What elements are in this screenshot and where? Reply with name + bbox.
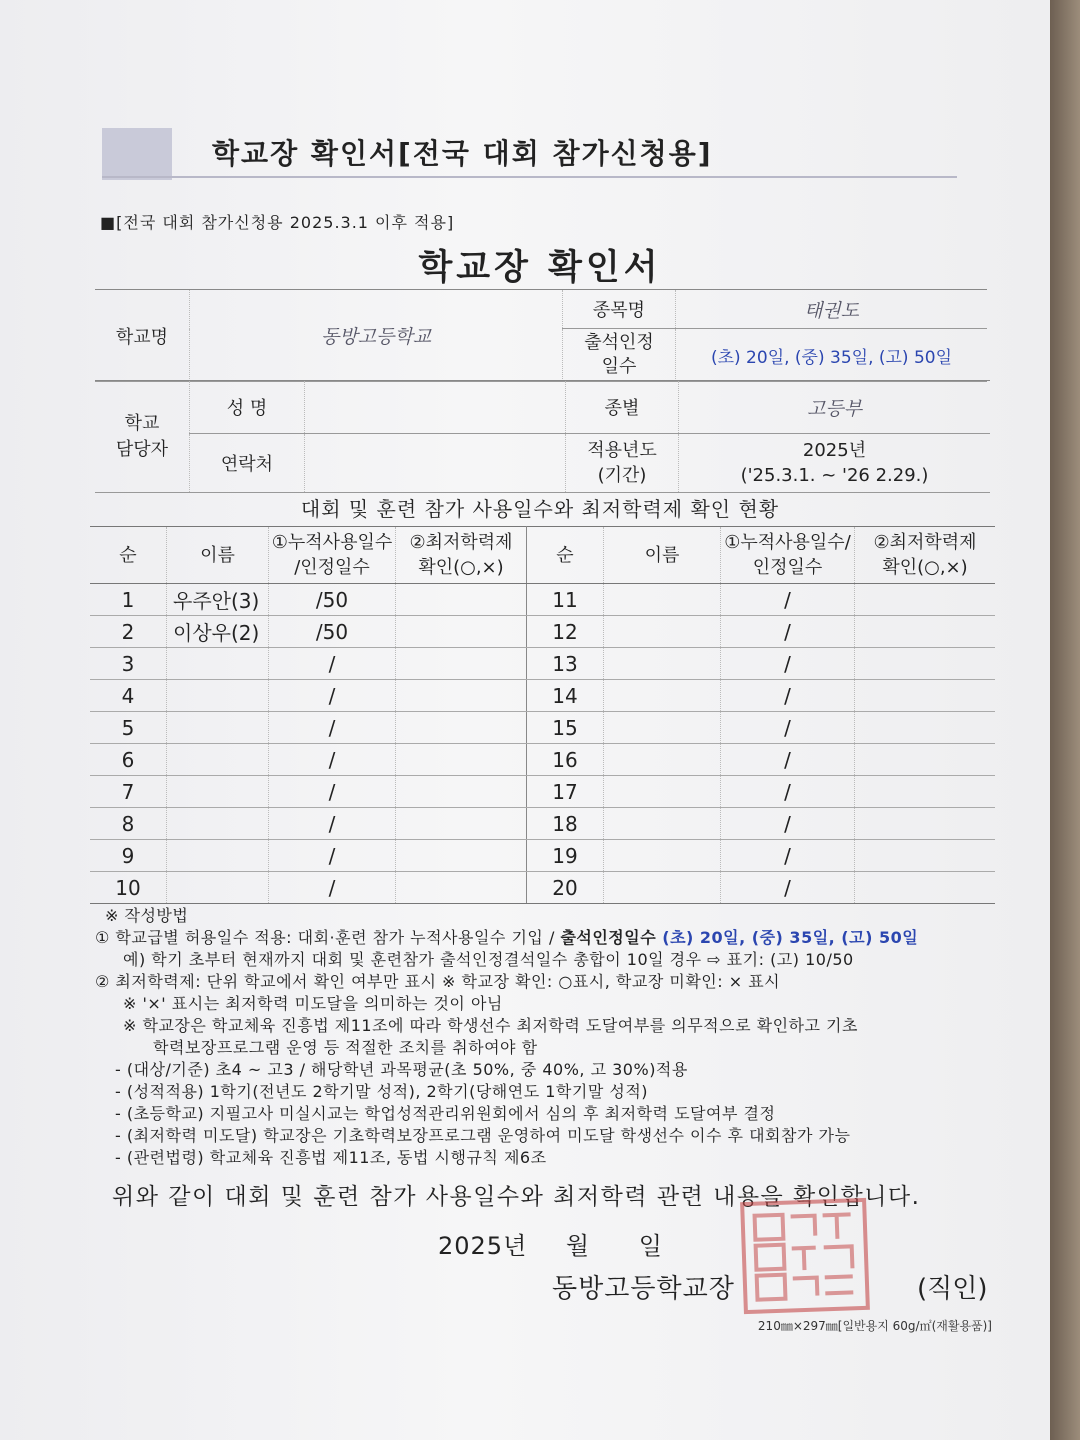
year-value — [679, 434, 991, 493]
row-number-right: 12 — [527, 616, 604, 648]
athlete-name-left[interactable] — [167, 712, 269, 744]
year-label-line1: 적용년도 — [587, 440, 657, 461]
academic-check-right[interactable] — [855, 744, 996, 776]
writing-instructions — [95, 905, 1005, 1169]
table-row — [90, 808, 995, 840]
note-2-b: ※ 학교장은 학교체육 진흥법 제11조에 따라 학생선수 최저학력 도달여부를 의무적으로 확인하고 기초 — [123, 1016, 858, 1035]
signature-date — [438, 1226, 663, 1261]
athlete-name-right[interactable] — [604, 712, 721, 744]
header-name-right: 이름 — [604, 527, 721, 584]
row-number-left: 10 — [90, 872, 167, 904]
row-number-left: 8 — [90, 808, 167, 840]
athlete-name-right[interactable] — [604, 680, 721, 712]
academic-check-left[interactable] — [396, 648, 527, 680]
name-label: 성 명 — [190, 381, 305, 434]
note-1-allowance: (초) 20일, (중) 35일, (고) 50일 — [656, 928, 919, 947]
detail-3: - (초등학교) 지필고사 미실시교는 학업성적관리위원회에서 심의 후 최저학력 도달여부 결정 — [115, 1104, 776, 1123]
contact-label: 연락처 — [190, 434, 305, 493]
academic-check-left[interactable] — [396, 776, 527, 808]
attendance-label-line2: 일수 — [601, 356, 637, 377]
athlete-name-right[interactable] — [604, 648, 721, 680]
manager-label-line1: 학교 — [124, 412, 160, 434]
header-academic-left-line1: ②최저학력제 — [409, 532, 513, 553]
header-days-left — [269, 527, 396, 584]
used-days-right[interactable]: / — [721, 872, 855, 904]
division-value: 고등부 — [679, 381, 991, 434]
note-2-c: 학력보장프로그램 운영 등 적절한 조치를 취하여야 함 — [153, 1038, 538, 1057]
athlete-name-left[interactable] — [167, 872, 269, 904]
header-days-right-line2: 인정일수 — [752, 557, 823, 578]
school-seal-stamp — [740, 1198, 870, 1314]
detail-4: - (최저학력 미도달) 학교장은 기초학력보장프로그램 운영하여 미도달 학생선수 이수 후 대회참가 가능 — [115, 1126, 851, 1145]
used-days-left[interactable]: / — [269, 712, 396, 744]
athlete-name-right[interactable] — [604, 840, 721, 872]
athlete-name-left[interactable]: 이상우(2) — [167, 616, 269, 648]
contact-value[interactable] — [305, 434, 566, 493]
row-number-left: 2 — [90, 616, 167, 648]
header-no-left: 순 — [90, 527, 167, 584]
header-academic-right-line2: 확인(○,×) — [882, 557, 968, 578]
academic-check-right[interactable] — [855, 808, 996, 840]
academic-check-right[interactable] — [855, 712, 996, 744]
row-number-right: 14 — [527, 680, 604, 712]
school-value: 동방고등학교 — [190, 290, 563, 382]
header-days-right-line1: ①누적사용일수/ — [724, 532, 851, 553]
row-number-left: 1 — [90, 584, 167, 616]
year-label-line2: (기간) — [597, 465, 647, 486]
detail-2: - (성적적용) 1학기(전년도 2학기말 성적), 2학기(당해연도 1학기말 성적) — [115, 1082, 649, 1101]
attendance-label-line1: 출석인정 — [584, 332, 654, 353]
detail-1: - (대상/기준) 초4 ~ 고3 / 해당학년 과목평균(초 50%, 중 40%, 고 30%)적용 — [115, 1060, 688, 1079]
athlete-name-left[interactable] — [167, 808, 269, 840]
manager-info-table — [95, 380, 990, 493]
used-days-right[interactable]: / — [721, 648, 855, 680]
row-number-left: 7 — [90, 776, 167, 808]
row-number-right: 16 — [527, 744, 604, 776]
header-academic-left-line2: 확인(○,×) — [418, 557, 504, 578]
table-row — [90, 712, 995, 744]
table-row — [90, 616, 995, 648]
header-academic-left — [396, 527, 527, 584]
academic-check-right[interactable] — [855, 680, 996, 712]
section-title: 대회 및 훈련 참가 사용일수와 최저학력제 확인 현황 — [300, 497, 780, 521]
used-days-left[interactable]: / — [269, 648, 396, 680]
header-academic-right — [855, 527, 996, 584]
used-days-left[interactable]: / — [269, 680, 396, 712]
athlete-name-left[interactable]: 우주안(3) — [167, 584, 269, 616]
table-row — [90, 776, 995, 808]
used-days-left[interactable]: / — [269, 840, 396, 872]
manager-label-line2: 담당자 — [115, 438, 169, 460]
row-number-right: 19 — [527, 840, 604, 872]
school-info-table — [95, 289, 987, 382]
athlete-name-left[interactable] — [167, 776, 269, 808]
athlete-name-left[interactable] — [167, 680, 269, 712]
note-1-bold: 출석인정일수 — [560, 928, 657, 947]
principal-title: 동방고등학교장 — [552, 1274, 735, 1304]
date-year: 2025년 — [438, 1232, 528, 1260]
academic-check-right[interactable] — [855, 776, 996, 808]
row-number-right: 18 — [527, 808, 604, 840]
row-number-right: 17 — [527, 776, 604, 808]
academic-check-left[interactable] — [396, 616, 527, 648]
seal-label: (직인) — [917, 1274, 988, 1304]
manager-label — [95, 381, 190, 493]
used-days-right[interactable]: / — [721, 616, 855, 648]
paper-spec-footer: 210㎜×297㎜[일반용지 60g/㎡(재활용품)] — [757, 1319, 992, 1333]
used-days-right[interactable]: / — [721, 744, 855, 776]
used-days-right[interactable]: / — [721, 712, 855, 744]
academic-check-right[interactable] — [855, 840, 996, 872]
main-title: 학교장 확인서 — [418, 248, 662, 288]
background-surface — [1050, 0, 1080, 1440]
academic-check-right[interactable] — [855, 584, 996, 616]
header-academic-right-line1: ②최저학력제 — [873, 532, 977, 553]
used-days-right[interactable]: / — [721, 808, 855, 840]
detail-5: - (관련법령) 학교체육 진흥법 제11조, 동법 시행규칙 제6조 — [115, 1148, 547, 1167]
row-number-right: 20 — [527, 872, 604, 904]
academic-check-right[interactable] — [855, 648, 996, 680]
note-2: ② 최저학력제: 단위 학교에서 확인 여부만 표시 ※ 학교장 확인: ○표시, 학교장 미확인: × 표시 — [95, 972, 781, 991]
used-days-right[interactable]: / — [721, 584, 855, 616]
note-1 — [95, 927, 1005, 949]
header-name-left: 이름 — [167, 527, 269, 584]
used-days-left[interactable]: /50 — [269, 616, 396, 648]
athlete-name-right[interactable] — [604, 744, 721, 776]
year-label — [566, 434, 679, 493]
row-number-left: 3 — [90, 648, 167, 680]
title-underline — [102, 176, 957, 178]
table-row — [90, 744, 995, 776]
academic-check-right[interactable] — [855, 872, 996, 904]
athlete-name-left[interactable] — [167, 744, 269, 776]
used-days-left[interactable]: / — [269, 808, 396, 840]
header-days-right — [721, 527, 855, 584]
header-days-left-line2: /인정일수 — [294, 557, 370, 578]
athlete-name-right[interactable] — [604, 872, 721, 904]
academic-check-left[interactable] — [396, 744, 527, 776]
year-value-line1: 2025년 — [802, 440, 867, 461]
used-days-left[interactable]: /50 — [269, 584, 396, 616]
note-1-text: ① 학교급별 허용일수 적용: 대회·훈련 참가 누적사용일수 기입 / — [95, 928, 561, 947]
date-month: 월 — [565, 1232, 591, 1260]
row-number-left: 4 — [90, 680, 167, 712]
athlete-name-right[interactable] — [604, 584, 721, 616]
attendance-value: (초) 20일, (중) 35일, (고) 50일 — [676, 329, 988, 382]
header-days-left-line1: ①누적사용일수 — [271, 532, 393, 553]
athlete-name-right[interactable] — [604, 808, 721, 840]
applicability-note: ■[전국 대회 참가신청용 2025.3.1 이후 적용] — [100, 213, 455, 232]
table-row — [90, 648, 995, 680]
used-days-left[interactable]: / — [269, 872, 396, 904]
title-accent-block — [102, 128, 172, 180]
athlete-name-left[interactable] — [167, 648, 269, 680]
table-row — [90, 840, 995, 872]
name-value[interactable] — [305, 381, 566, 434]
academic-check-left[interactable] — [396, 872, 527, 904]
seal-glyphs-icon — [748, 1206, 861, 1306]
academic-check-left[interactable] — [396, 680, 527, 712]
header-title: 학교장 확인서[전국 대회 참가신청용] — [212, 137, 713, 170]
athlete-name-left[interactable] — [167, 840, 269, 872]
used-days-left[interactable]: / — [269, 776, 396, 808]
date-day: 일 — [638, 1232, 663, 1260]
row-number-right: 13 — [527, 648, 604, 680]
division-label: 종별 — [566, 381, 679, 434]
used-days-right[interactable]: / — [721, 840, 855, 872]
header-no-right: 순 — [527, 527, 604, 584]
used-days-right[interactable]: / — [721, 680, 855, 712]
table-row — [90, 584, 995, 616]
attendance-label — [563, 329, 676, 382]
event-label: 종목명 — [563, 290, 676, 329]
event-value: 태권도 — [676, 290, 988, 329]
row-number-left: 9 — [90, 840, 167, 872]
confirmation-statement: 위와 같이 대회 및 훈련 참가 사용일수와 최저학력 관련 내용을 확인합니다. — [112, 1184, 921, 1210]
note-1-example: 예) 학기 초부터 현재까지 대회 및 훈련참가 출석인정결석일수 총합이 10일 경우 ⇨ 표기: (고) 10/50 — [123, 950, 854, 969]
academic-check-left[interactable] — [396, 808, 527, 840]
athlete-name-right[interactable] — [604, 616, 721, 648]
table-header-row — [90, 527, 995, 584]
academic-check-left[interactable] — [396, 712, 527, 744]
academic-check-right[interactable] — [855, 616, 996, 648]
academic-check-left[interactable] — [396, 840, 527, 872]
year-value-line2: ('25.3.1. ~ '26 2.29.) — [740, 465, 929, 486]
row-number-left: 5 — [90, 712, 167, 744]
row-number-right: 15 — [527, 712, 604, 744]
used-days-right[interactable]: / — [721, 776, 855, 808]
note-2-a: ※ '×' 표시는 최저학력 미도달을 의미하는 것이 아님 — [123, 994, 503, 1013]
notes-heading: ※ 작성방법 — [105, 906, 189, 925]
row-number-left: 6 — [90, 744, 167, 776]
table-row — [90, 680, 995, 712]
table-row — [90, 872, 995, 904]
athlete-name-right[interactable] — [604, 776, 721, 808]
participation-table — [90, 526, 995, 904]
academic-check-left[interactable] — [396, 584, 527, 616]
row-number-right: 11 — [527, 584, 604, 616]
school-label: 학교명 — [95, 290, 190, 382]
used-days-left[interactable]: / — [269, 744, 396, 776]
